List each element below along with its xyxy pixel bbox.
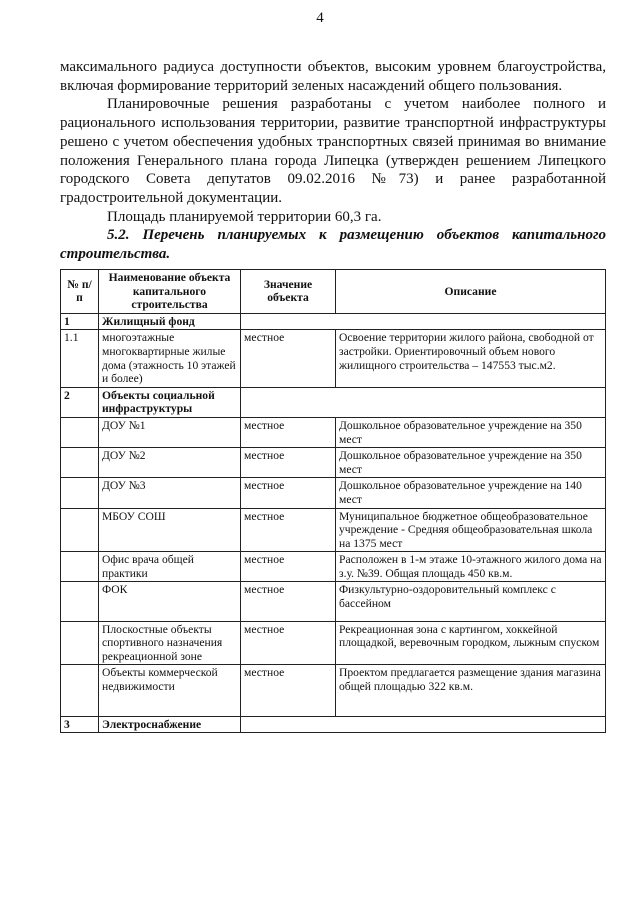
table-row (61, 417, 606, 447)
header-value: Значение объекта (241, 270, 336, 314)
body-text (60, 58, 606, 264)
cell-value: местное (241, 665, 336, 716)
cell-num (61, 621, 99, 665)
paragraph: максимального радиуса доступности объектов, высоким уровнем благоустройства, включая формирование территорий зеленых насаждений общего пользования. (60, 59, 606, 94)
cell-name: Объекты социальной инфраструктуры (99, 387, 241, 417)
cell-name: Электроснабжение (99, 716, 241, 733)
paragraph: Планировочные решения разработаны с учетом наиболее полного и рационального использования территории, развитие транспортной инфраструктуры решено с учетом обеспечения удобных транспортных связей принимая во внимание положения Генерального плана города Липецка (утвержден решением Липецкого городского Совета депутатов 09.02.2016 №73) и ранее разработанной градостроительной документации. (60, 96, 606, 206)
cell-name: ДОУ №2 (99, 448, 241, 478)
cell-empty (241, 716, 606, 733)
cell-description: Рекреационная зона с картингом, хоккейной площадкой, веревочным городком, лыжным спуском (336, 621, 606, 665)
table-section-row (61, 313, 606, 330)
cell-name: ДОУ №3 (99, 478, 241, 508)
cell-name: Плоскостные объекты спортивного назначения рекреационной зоне (99, 621, 241, 665)
cell-num (61, 478, 99, 508)
cell-value: местное (241, 621, 336, 665)
cell-empty (241, 387, 606, 417)
header-name: Наименование объекта капитального строительства (99, 270, 241, 314)
cell-num (61, 448, 99, 478)
header-description: Описание (336, 270, 606, 314)
cell-description: Физкультурно-оздоровительный комплекс с бассейном (336, 582, 606, 621)
table-row (61, 330, 606, 387)
section-heading: 5.2. Перечень планируемых к размещению объектов капитального строительства. (60, 227, 606, 263)
cell-num (61, 552, 99, 582)
cell-num: 3 (61, 716, 99, 733)
cell-num (61, 417, 99, 447)
page-number: 4 (316, 10, 324, 26)
table-section-row (61, 387, 606, 417)
table-row (61, 665, 606, 716)
cell-name: МБОУ СОШ (99, 508, 241, 552)
cell-name: ДОУ №1 (99, 417, 241, 447)
cell-value: местное (241, 552, 336, 582)
cell-value: местное (241, 448, 336, 478)
table-row (61, 508, 606, 552)
cell-description: Дошкольное образовательное учреждение на 350 мест (336, 448, 606, 478)
cell-name: ФОК (99, 582, 241, 621)
cell-name: Жилищный фонд (99, 313, 241, 330)
header-num: № п/п (61, 270, 99, 314)
cell-name: многоэтажные многоквартирные жилые дома (этажность 10 этажей и более) (99, 330, 241, 387)
cell-value: местное (241, 508, 336, 552)
cell-description: Дошкольное образовательное учреждение на 140 мест (336, 478, 606, 508)
paragraph: Площадь планируемой территории 60,3 га. (107, 208, 382, 225)
cell-name: Объекты коммерческой недвижимости (99, 665, 241, 716)
cell-name: Офис врача общей практики (99, 552, 241, 582)
objects-table (60, 269, 606, 733)
cell-num (61, 508, 99, 552)
cell-num: 1.1 (61, 330, 99, 387)
table-header-row (61, 270, 606, 314)
cell-description: Муниципальное бюджетное общеобразовательное учреждение - Средняя общеобразовательная школа на 1375 мест (336, 508, 606, 552)
cell-value: местное (241, 478, 336, 508)
table-row (61, 621, 606, 665)
cell-description: Освоение территории жилого района, свободной от застройки. Ориентировочный объем нового жилищного строительства – 147553 тыс.м2. (336, 330, 606, 387)
cell-description: Дошкольное образовательное учреждение на 350 мест (336, 417, 606, 447)
cell-value: местное (241, 330, 336, 387)
cell-num: 2 (61, 387, 99, 417)
table-row (61, 582, 606, 621)
cell-description: Проектом предлагается размещение здания магазина общей площадью 322 кв.м. (336, 665, 606, 716)
cell-empty (241, 313, 606, 330)
cell-num (61, 665, 99, 716)
table-row (61, 478, 606, 508)
table-section-row (61, 716, 606, 733)
cell-value: местное (241, 582, 336, 621)
cell-num (61, 582, 99, 621)
cell-description: Расположен в 1-м этаже 10-этажного жилого дома на з.у. №39. Общая площадь 450 кв.м. (336, 552, 606, 582)
cell-num: 1 (61, 313, 99, 330)
table-row (61, 448, 606, 478)
cell-value: местное (241, 417, 336, 447)
table-row (61, 552, 606, 582)
